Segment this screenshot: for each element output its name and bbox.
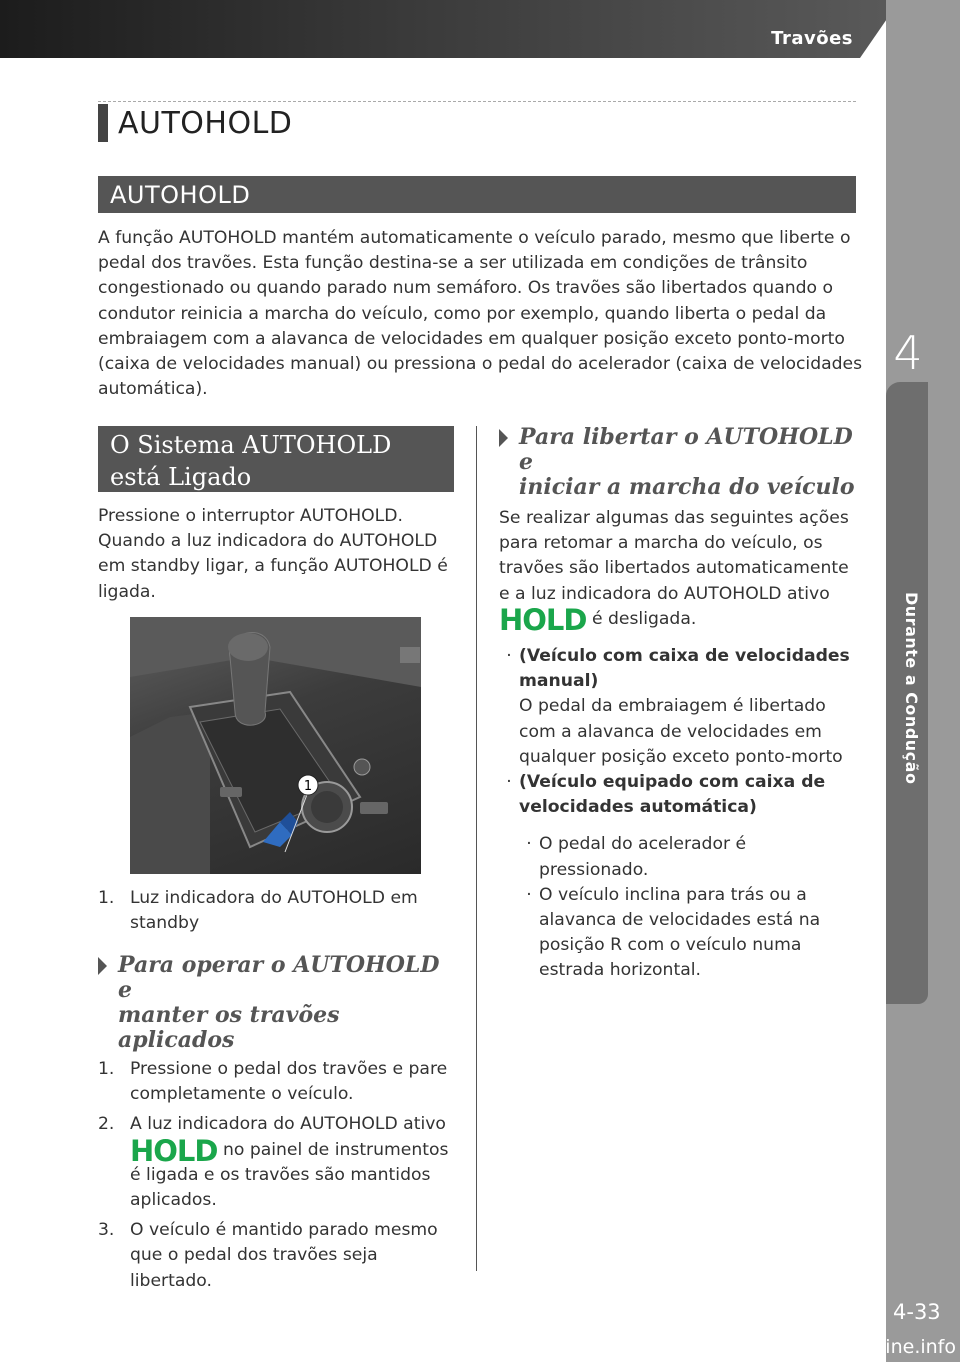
triangle-icon: [98, 957, 107, 975]
callout-1: 1: [303, 779, 313, 794]
intro-paragraph: A função AUTOHOLD mantém automaticamente o veículo parado, mesmo que liberte o pedal dos travões. Esta função destina-se a ser utilizada em condições de trânsito congestionado ou quando parado num semáforo. Os travões são libertados quando o condutor reinicia a marcha do veículo, como por exemplo, quando liberta o pedal da embraiagem com a alavanca de velocidades em qualquer posição exceto ponto-morto (caixa de velocidades manual) ou pressiona o pedal do acelerador (caixa de velocidades automática).: [98, 228, 863, 400]
list-item: 2. A luz indicadora do AUTOHOLD ativo HOLD no painel de instrumentos é ligada e os travões são mantidos aplicados.: [98, 1114, 449, 1211]
header-bar: [0, 0, 900, 58]
release-heading: Para libertar o AUTOHOLD e iniciar a marcha do veículo: [499, 425, 859, 500]
list-item: · O pedal do acelerador é pressionado.: [526, 834, 747, 880]
section-subtitle: AUTOHOLD: [98, 176, 856, 213]
hold-indicator-icon: HOLD: [499, 602, 587, 637]
hold-indicator-icon: HOLD: [130, 1133, 218, 1168]
watermark: carmanualsonline.info: [745, 1336, 956, 1358]
list-item: 3. O veículo é mantido parado mesmo que o pedal dos travões seja libertado.: [98, 1220, 438, 1291]
section-title: AUTOHOLD: [98, 104, 292, 142]
triangle-icon: [499, 429, 508, 447]
console-illustration: [130, 617, 421, 874]
release-text: Se realizar algumas das seguintes ações para retomar a marcha do veículo, os travões são libertados automaticamente e a luz indicadora do AUTOHOLD ativo HOLD é desligada.: [499, 508, 849, 637]
console-photo: [130, 617, 421, 874]
operate-steps: [98, 1057, 458, 1294]
image-caption: 1. Luz indicadora do AUTOHOLD em standby: [98, 888, 418, 934]
chapter-number: 4: [893, 326, 923, 380]
chapter-name: Durante a Condução: [902, 592, 921, 785]
list-item: 1. Pressione o pedal dos travões e pare completamente o veículo.: [98, 1059, 448, 1105]
system-on-heading: O Sistema AUTOHOLD está Ligado: [98, 426, 454, 492]
release-conditions: [499, 644, 859, 984]
list-item: · O veículo inclina para trás ou a alavanca de velocidades está na posição R com o veículo numa estrada horizontal.: [526, 884, 821, 981]
list-item: · (Veículo equipado com caixa de velocidades automática) · O pedal do acelerador é pressionado. · O veículo inclina para trás ou a alavanca de velocidades está na posição R com o veículo numa estrada horizontal.: [499, 770, 859, 984]
column-divider: [476, 426, 477, 1271]
system-on-text: Pressione o interruptor AUTOHOLD. Quando a luz indicadora do AUTOHOLD em standby ligar, a função AUTOHOLD é ligada.: [98, 506, 448, 602]
operate-heading: Para operar o AUTOHOLD e manter os travões aplicados: [98, 953, 458, 1053]
section-divider: [98, 101, 856, 102]
right-column: [499, 425, 859, 984]
left-column: [98, 426, 454, 605]
list-item: · (Veículo com caixa de velocidades manual) O pedal da embraiagem é libertado com a alavanca de velocidades em qualquer posição exceto ponto-morto: [506, 646, 850, 767]
chapter-title: Travões: [771, 28, 853, 49]
page-number: 4-33: [893, 1300, 941, 1324]
title-bar: [98, 104, 108, 142]
operate-section: [98, 953, 458, 1299]
